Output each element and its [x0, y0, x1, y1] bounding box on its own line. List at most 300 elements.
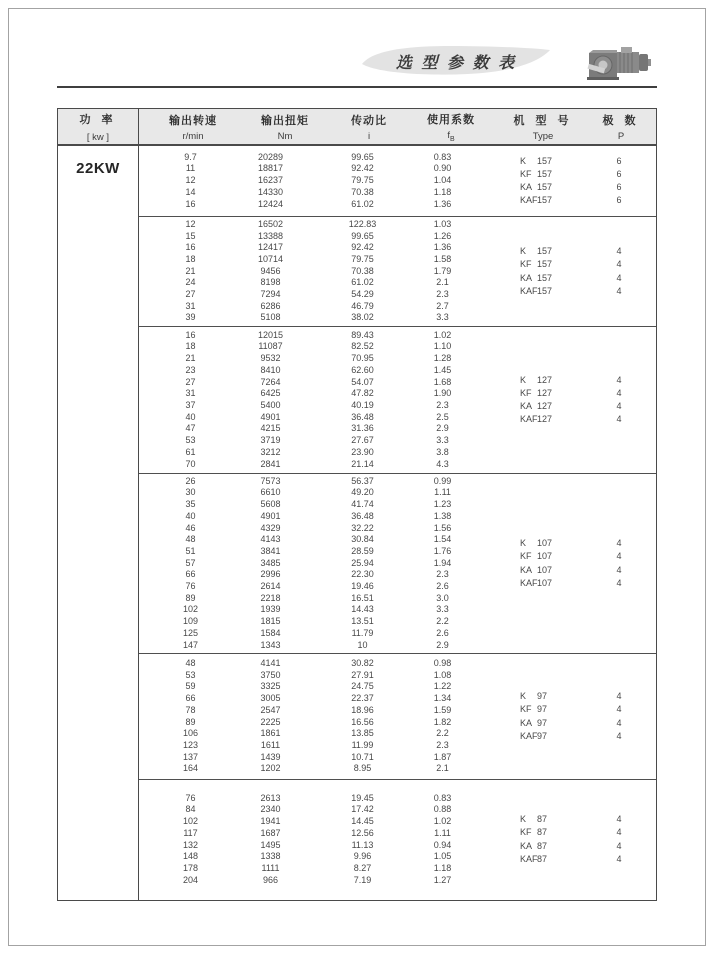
torque-value: 2547 [260, 704, 281, 715]
factor-value: 1.10 [433, 341, 452, 352]
ratio-column [299, 327, 426, 473]
torque-column [242, 780, 299, 899]
speed-value: 125 [182, 627, 199, 638]
torque-value: 9456 [260, 265, 281, 276]
torque-value: 8410 [260, 364, 281, 375]
power-cell [58, 146, 139, 900]
factor-value: 2.9 [436, 423, 449, 434]
type-prefix: KAF [520, 285, 538, 296]
factor-value: 4.3 [436, 458, 449, 469]
torque-value: 4901 [260, 411, 281, 422]
poles-value: 4 [616, 853, 622, 864]
header-rule [57, 86, 657, 88]
factor-value: 2.2 [436, 616, 449, 627]
power-header-zh: 功 率 [79, 113, 117, 126]
speed-value: 12 [185, 218, 196, 229]
speed-value: 48 [185, 534, 196, 545]
ratio-value: 27.91 [351, 669, 374, 680]
factor-value: 1.05 [433, 851, 452, 862]
type-size: 157 [537, 285, 553, 296]
torque-value: 11087 [258, 341, 283, 352]
factor-value: 3.3 [436, 312, 449, 323]
ratio-value: 61.02 [351, 277, 374, 288]
speed-column [139, 327, 242, 473]
type-size: 157 [537, 155, 553, 166]
table-group [139, 326, 656, 473]
type-prefix: KAF [520, 730, 538, 741]
torque-column [242, 654, 299, 779]
ratio-value: 24.75 [351, 681, 374, 692]
type-label [520, 564, 552, 577]
type-prefix: KF [520, 387, 532, 398]
speed-value: 21 [185, 353, 196, 364]
factor-value: 0.83 [433, 151, 452, 162]
speed-value: 53 [185, 669, 196, 680]
ratio-value: 32.22 [351, 522, 374, 533]
factor-value: 1.56 [433, 522, 452, 533]
poles-value: 4 [616, 246, 622, 257]
speed-value: 30 [185, 487, 196, 498]
torque-value: 7294 [260, 289, 281, 300]
factor-value: 2.3 [436, 739, 449, 750]
torque-value: 18817 [257, 163, 284, 174]
torque-value: 1495 [260, 839, 281, 850]
type-label [520, 258, 552, 271]
type-size: 97 [537, 704, 548, 715]
speed-value: 178 [182, 862, 199, 873]
torque-column [242, 217, 299, 326]
type-column [459, 780, 585, 899]
factor-column [426, 780, 459, 899]
ratio-value: 16.56 [351, 716, 374, 727]
torque-value: 12424 [257, 198, 284, 209]
factor-value: 0.90 [433, 163, 452, 174]
ratio-value: 30.84 [351, 534, 374, 545]
factor-value: 2.1 [436, 277, 449, 288]
torque-value: 7573 [260, 475, 281, 486]
ratio-value: 25.94 [351, 557, 374, 568]
factor-value: 0.88 [433, 804, 452, 815]
speed-value: 21 [185, 265, 196, 276]
ratio-value: 7.19 [353, 874, 372, 885]
factor-value: 3.0 [436, 592, 449, 603]
type-label [520, 826, 547, 839]
speed-value: 84 [185, 804, 196, 815]
ratio-value: 46.79 [351, 300, 374, 311]
speed-value: 18 [185, 341, 196, 352]
torque-value: 2340 [260, 804, 281, 815]
speed-value: 102 [182, 816, 199, 827]
factor-value: 1.87 [433, 751, 452, 762]
speed-value: 147 [182, 639, 199, 650]
factor-value: 3.8 [436, 446, 449, 457]
type-label [520, 400, 552, 413]
poles-value: 4 [616, 285, 622, 296]
factor-value: 1.02 [433, 816, 452, 827]
factor-value: 1.26 [433, 230, 452, 241]
torque-value: 2614 [260, 581, 281, 592]
ratio-value: 92.42 [351, 163, 374, 174]
speed-value: 117 [183, 827, 198, 838]
type-label [520, 840, 547, 853]
ratio-value: 13.85 [351, 728, 374, 739]
ratio-value: 13.51 [351, 616, 374, 627]
ratio-value: 27.67 [351, 435, 374, 446]
ratio-column [299, 654, 426, 779]
factor-value: 1.34 [433, 693, 452, 704]
factor-value: 1.22 [433, 681, 452, 692]
factor-value: 1.68 [433, 376, 452, 387]
speed-value: 40 [185, 510, 196, 521]
speed-value: 27 [185, 376, 196, 387]
ratio-value: 28.59 [351, 545, 374, 556]
speed-value: 51 [185, 545, 196, 556]
type-size: 87 [537, 840, 548, 851]
torque-value: 2996 [260, 569, 281, 580]
poles-value: 4 [616, 259, 622, 270]
type-size: 107 [537, 538, 553, 549]
factor-value: 1.54 [433, 534, 452, 545]
torque-value: 2218 [260, 592, 281, 603]
speed-value: 48 [185, 657, 196, 668]
torque-value: 12417 [257, 242, 284, 253]
speed-value: 106 [182, 728, 199, 739]
speed-value: 89 [185, 592, 196, 603]
ratio-value: 18.96 [351, 704, 374, 715]
torque-value: 4143 [260, 534, 281, 545]
type-size: 97 [537, 691, 548, 702]
ratio-value: 92.42 [351, 242, 374, 253]
gear-reducer-image [586, 42, 654, 86]
speed-value: 31 [185, 388, 196, 399]
ratio-value: 40.19 [351, 400, 374, 410]
type-size: 107 [537, 564, 553, 575]
speed-value: 35 [185, 499, 196, 510]
ratio-value: 12.56 [351, 827, 374, 838]
speed-value: 18 [185, 253, 196, 264]
type-size: 157 [537, 182, 553, 192]
ratio-value: 11.79 [351, 627, 374, 638]
torque-value: 6425 [260, 388, 281, 399]
type-label [520, 194, 552, 207]
ratio-value: 10.71 [351, 751, 374, 762]
torque-value: 2225 [260, 716, 281, 727]
ratio-value: 79.75 [351, 253, 374, 264]
type-prefix: KF [520, 827, 532, 838]
column-header-factor: 使用系数 $f_B$ [427, 113, 475, 143]
factor-value: 2.3 [436, 569, 449, 580]
torque-column [242, 146, 299, 216]
factor-value: 2.3 [436, 400, 449, 410]
factor-value: 2.7 [436, 300, 449, 311]
speed-column [139, 474, 242, 653]
power-value: 22KW [76, 160, 120, 177]
factor-value: 1.18 [433, 186, 452, 197]
type-column [459, 474, 585, 653]
speed-column [139, 654, 242, 779]
factor-value: 1.90 [433, 388, 452, 399]
factor-value: 1.45 [433, 364, 452, 375]
factor-value: 0.94 [433, 839, 452, 850]
ratio-value: 70.38 [351, 186, 374, 197]
torque-column [242, 327, 299, 473]
speed-column [139, 217, 242, 326]
ratio-value: 36.48 [351, 411, 374, 422]
speed-value: 132 [182, 839, 199, 850]
speed-value: 102 [182, 604, 199, 615]
ratio-column [299, 780, 426, 899]
type-label [520, 717, 547, 730]
type-prefix: KAF [520, 195, 538, 206]
poles-column [585, 474, 653, 653]
type-size: 157 [537, 195, 553, 206]
type-label [520, 168, 552, 181]
factor-value: 1.27 [433, 874, 452, 885]
table-body [139, 146, 656, 900]
torque-value: 4215 [260, 423, 281, 434]
type-prefix: K [520, 374, 527, 385]
factor-value: 1.36 [433, 242, 452, 253]
speed-value: 31 [185, 300, 196, 311]
speed-value: 16 [185, 329, 196, 340]
speed-value: 23 [185, 364, 196, 375]
torque-value: 1338 [260, 851, 281, 862]
poles-value: 4 [616, 730, 622, 741]
type-prefix: K [520, 814, 527, 825]
ratio-value: 70.38 [351, 265, 374, 276]
type-label [520, 245, 552, 258]
ratio-value: 49.20 [351, 487, 374, 498]
speed-value: 76 [185, 792, 196, 803]
speed-value: 78 [185, 704, 196, 715]
speed-value: 59 [185, 681, 196, 692]
type-size: 127 [537, 387, 553, 398]
table-group [139, 779, 656, 899]
factor-value: 1.11 [434, 827, 451, 838]
torque-value: 966 [262, 874, 279, 885]
speed-value: 9.7 [184, 151, 197, 162]
speed-value: 61 [185, 446, 196, 457]
title-lens [362, 45, 550, 77]
ratio-value: 8.95 [353, 763, 372, 774]
type-size: 97 [537, 717, 548, 728]
type-column [459, 217, 585, 326]
factor-value: 1.02 [433, 329, 452, 340]
type-size: 97 [537, 730, 548, 741]
table-group [139, 473, 656, 653]
ratio-value: 9.96 [353, 851, 372, 862]
speed-value: 37 [185, 400, 196, 410]
torque-value: 3719 [260, 435, 281, 446]
factor-value: 2.3 [436, 289, 449, 300]
factor-value: 1.58 [433, 253, 452, 264]
type-prefix: KA [520, 182, 533, 192]
type-size: 107 [537, 577, 553, 588]
ratio-value: 41.74 [351, 499, 374, 510]
type-size: 157 [537, 168, 553, 179]
factor-value: 1.82 [433, 716, 452, 727]
torque-value: 4901 [260, 510, 281, 521]
spec-table [57, 108, 657, 901]
type-prefix: KF [520, 704, 532, 715]
poles-value: 4 [616, 538, 622, 549]
speed-value: 89 [185, 716, 196, 727]
factor-value: 2.5 [436, 411, 449, 422]
speed-value: 14 [185, 186, 196, 197]
speed-value: 12 [185, 175, 196, 186]
poles-column [585, 146, 653, 216]
factor-column [426, 654, 459, 779]
torque-value: 9532 [260, 353, 281, 364]
ratio-column [299, 146, 426, 216]
torque-column [242, 474, 299, 653]
factor-value: 1.38 [433, 510, 452, 521]
torque-value: 3750 [260, 669, 281, 680]
poles-value: 4 [616, 840, 622, 851]
poles-value: 4 [616, 387, 622, 398]
factor-value: 1.11 [434, 487, 451, 498]
ratio-value: 99.65 [351, 230, 374, 241]
type-prefix: KA [520, 840, 533, 851]
torque-value: 13388 [257, 230, 284, 241]
column-header-power [58, 109, 139, 146]
speed-column [139, 780, 242, 899]
torque-value: 1687 [260, 827, 281, 838]
torque-value: 6610 [260, 487, 281, 498]
poles-column [585, 780, 653, 899]
speed-value: 16 [185, 242, 196, 253]
torque-value: 8198 [260, 277, 281, 288]
factor-value: 1.36 [433, 198, 452, 209]
factor-value: 0.83 [433, 792, 452, 803]
type-label [520, 413, 552, 426]
table-group [139, 146, 656, 216]
type-label [520, 285, 552, 298]
type-label [520, 577, 552, 590]
type-prefix: KAF [520, 577, 538, 588]
type-label [520, 703, 547, 716]
poles-value: 4 [616, 272, 622, 283]
type-label [520, 155, 552, 168]
ratio-value: 21.14 [351, 458, 374, 469]
ratio-value: 38.02 [351, 312, 374, 323]
column-header-torque: 输出扭矩 Nm [261, 114, 309, 142]
type-label [520, 537, 552, 550]
ratio-value: 23.90 [351, 446, 374, 457]
torque-value: 4141 [260, 657, 281, 668]
speed-column [139, 146, 242, 216]
torque-value: 2841 [260, 458, 281, 469]
speed-value: 109 [182, 616, 199, 627]
type-prefix: KA [520, 401, 533, 411]
factor-value: 0.99 [433, 475, 452, 486]
speed-value: 204 [182, 874, 199, 885]
factor-value: 3.3 [436, 604, 449, 615]
type-label [520, 181, 552, 194]
factor-value: 1.08 [433, 669, 452, 680]
poles-value: 4 [616, 401, 622, 411]
factor-value: 1.23 [433, 499, 452, 510]
type-size: 157 [537, 246, 553, 257]
speed-value: 53 [185, 435, 196, 446]
ratio-column [299, 217, 426, 326]
type-column [459, 654, 585, 779]
poles-value: 4 [616, 691, 622, 702]
torque-value: 1202 [260, 763, 281, 774]
ratio-value: 62.60 [351, 364, 374, 375]
ratio-value: 36.48 [351, 510, 374, 521]
type-prefix: KAF [520, 414, 538, 425]
table-header-row [139, 109, 656, 146]
ratio-value: 54.07 [351, 376, 374, 387]
ratio-value: 10 [357, 639, 368, 650]
ratio-value: 54.29 [351, 289, 374, 300]
type-column [459, 146, 585, 216]
torque-value: 1815 [260, 616, 281, 627]
type-column [459, 327, 585, 473]
torque-value: 7264 [260, 376, 281, 387]
type-prefix: K [520, 246, 527, 257]
factor-column [426, 146, 459, 216]
type-size: 87 [537, 853, 548, 864]
ratio-value: 22.30 [351, 569, 374, 580]
ratio-value: 122.83 [348, 218, 377, 229]
factor-value: 1.28 [433, 353, 452, 364]
speed-value: 164 [182, 763, 199, 774]
type-prefix: KA [520, 272, 533, 283]
factor-column [426, 327, 459, 473]
type-prefix: K [520, 538, 527, 549]
torque-value: 5608 [260, 499, 281, 510]
factor-value: 1.94 [433, 557, 452, 568]
column-header-speed: 输出转速 r/min [169, 114, 217, 142]
poles-value: 6 [616, 155, 622, 166]
torque-value: 16502 [257, 218, 284, 229]
table-group [139, 216, 656, 326]
speed-value: 16 [185, 198, 196, 209]
poles-value: 4 [616, 814, 622, 825]
poles-value: 4 [616, 577, 622, 588]
torque-value: 5400 [260, 400, 281, 410]
ratio-value: 14.45 [351, 816, 374, 827]
type-size: 127 [537, 374, 553, 385]
poles-value: 4 [616, 414, 622, 425]
torque-value: 3005 [260, 693, 281, 704]
speed-value: 15 [185, 230, 196, 241]
poles-value: 4 [616, 551, 622, 562]
ratio-value: 89.43 [351, 329, 374, 340]
factor-value: 1.03 [433, 218, 452, 229]
torque-value: 3212 [260, 446, 281, 457]
type-size: 127 [537, 401, 553, 411]
torque-value: 4329 [260, 522, 281, 533]
torque-value: 1861 [260, 728, 281, 739]
speed-value: 24 [185, 277, 196, 288]
type-label [520, 813, 547, 826]
factor-value: 2.9 [436, 639, 449, 650]
torque-value: 14330 [257, 186, 284, 197]
torque-value: 1439 [260, 751, 281, 762]
speed-value: 57 [185, 557, 196, 568]
ratio-value: 8.27 [353, 862, 372, 873]
speed-value: 39 [185, 312, 196, 323]
speed-value: 123 [182, 739, 199, 750]
ratio-value: 61.02 [351, 198, 374, 209]
type-prefix: KF [520, 551, 532, 562]
type-label [520, 374, 552, 387]
ratio-value: 19.45 [351, 792, 374, 803]
speed-value: 66 [185, 569, 196, 580]
